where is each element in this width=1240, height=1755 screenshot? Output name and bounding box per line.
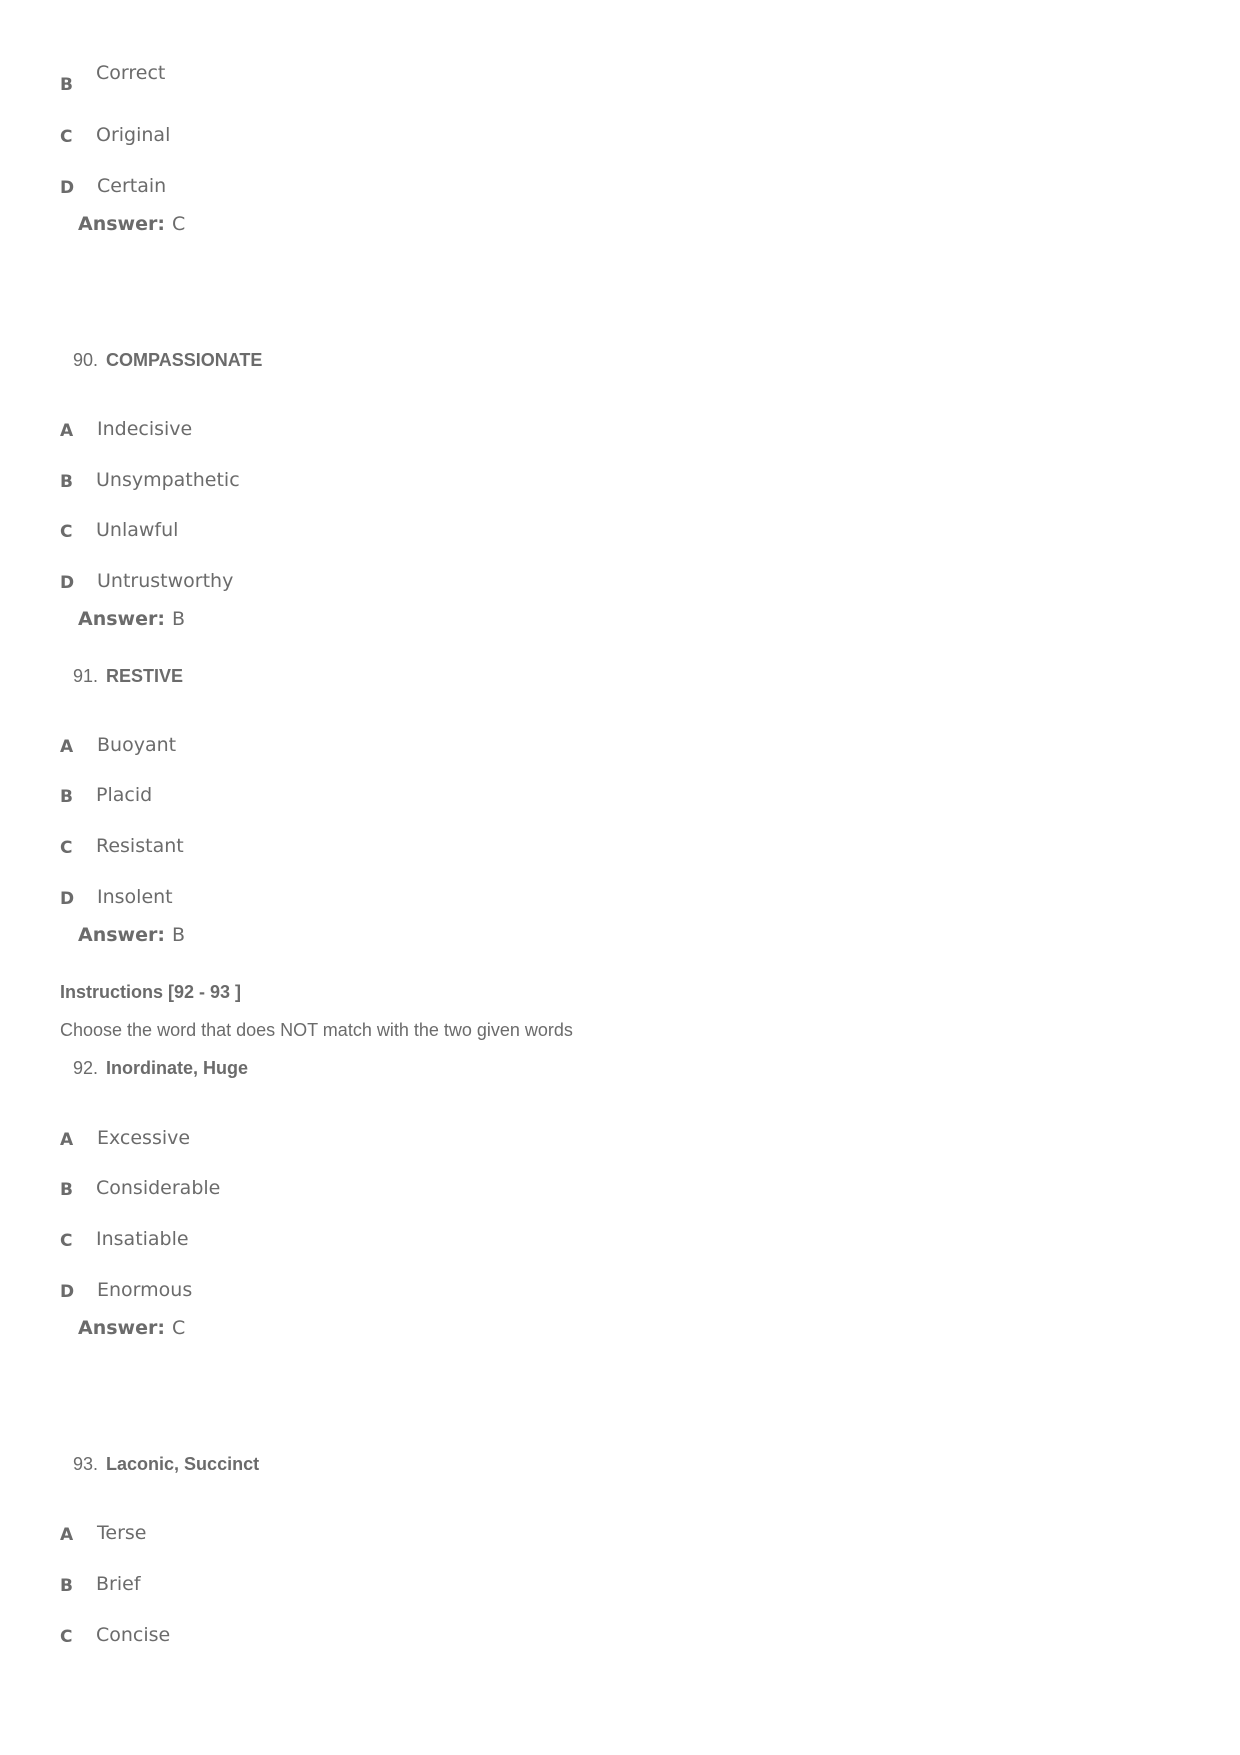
option-text: Brief <box>96 1573 141 1595</box>
answer-value: B <box>171 608 185 630</box>
option-letter: B <box>60 75 73 95</box>
question-word: COMPASSIONATE <box>106 350 263 370</box>
option-text: Insolent <box>97 886 173 908</box>
option-text: Placid <box>96 784 153 806</box>
option-letter: A <box>60 1525 74 1545</box>
option-letter: C <box>60 127 73 147</box>
answer-89 <box>78 213 185 235</box>
option-text: Indecisive <box>97 418 193 440</box>
option-text: Resistant <box>96 835 184 857</box>
answer-label: Answer: <box>78 213 165 235</box>
question-number: 93. <box>73 1454 99 1474</box>
option-letter: C <box>60 1627 73 1647</box>
answer-value: C <box>171 213 186 235</box>
option-letter: B <box>60 1180 73 1200</box>
option-letter: C <box>60 838 73 858</box>
question-90 <box>73 350 262 371</box>
question-number: 90. <box>73 350 99 370</box>
answer-label: Answer: <box>78 608 165 630</box>
question-number: 92. <box>73 1058 99 1078</box>
option-text: Concise <box>96 1624 171 1646</box>
option-letter: B <box>60 472 73 492</box>
option-text: Unlawful <box>96 519 179 541</box>
option-letter: B <box>60 787 73 807</box>
question-92 <box>73 1058 248 1079</box>
answer-value: C <box>171 1317 186 1339</box>
option-letter: D <box>60 889 75 909</box>
question-word: RESTIVE <box>106 666 184 686</box>
option-letter: B <box>60 1576 73 1596</box>
option-text: Buoyant <box>97 734 177 756</box>
answer-label: Answer: <box>78 1317 165 1339</box>
answer-92 <box>78 1317 185 1339</box>
option-letter: C <box>60 1231 73 1251</box>
instructions-text: Choose the word that does NOT match with the two given words <box>60 1020 573 1040</box>
option-letter: D <box>60 573 75 593</box>
option-letter: D <box>60 1282 75 1302</box>
option-letter: A <box>60 737 74 757</box>
option-text: Enormous <box>97 1279 193 1301</box>
answer-91 <box>78 924 185 946</box>
option-text: Insatiable <box>96 1228 189 1250</box>
answer-label: Answer: <box>78 924 165 946</box>
option-text: Excessive <box>97 1127 191 1149</box>
answer-90 <box>78 608 185 630</box>
option-text: Considerable <box>96 1177 221 1199</box>
option-letter: A <box>60 1130 74 1150</box>
option-letter: C <box>60 522 73 542</box>
answer-value: B <box>171 924 185 946</box>
option-text: Unsympathetic <box>96 469 240 491</box>
question-91 <box>73 666 183 687</box>
question-word: Laconic, Succinct <box>106 1454 260 1474</box>
option-letter: D <box>60 178 75 198</box>
option-text: Certain <box>97 175 167 197</box>
option-text: Original <box>96 124 171 146</box>
option-letter: A <box>60 421 74 441</box>
question-93 <box>73 1454 259 1475</box>
question-word: Inordinate, Huge <box>106 1058 249 1078</box>
option-text: Untrustworthy <box>97 570 234 592</box>
question-number: 91. <box>73 666 99 686</box>
option-text: Terse <box>97 1522 147 1544</box>
instructions-title: Instructions [92 - 93 ] <box>60 982 242 1002</box>
option-text: Correct <box>96 62 166 84</box>
